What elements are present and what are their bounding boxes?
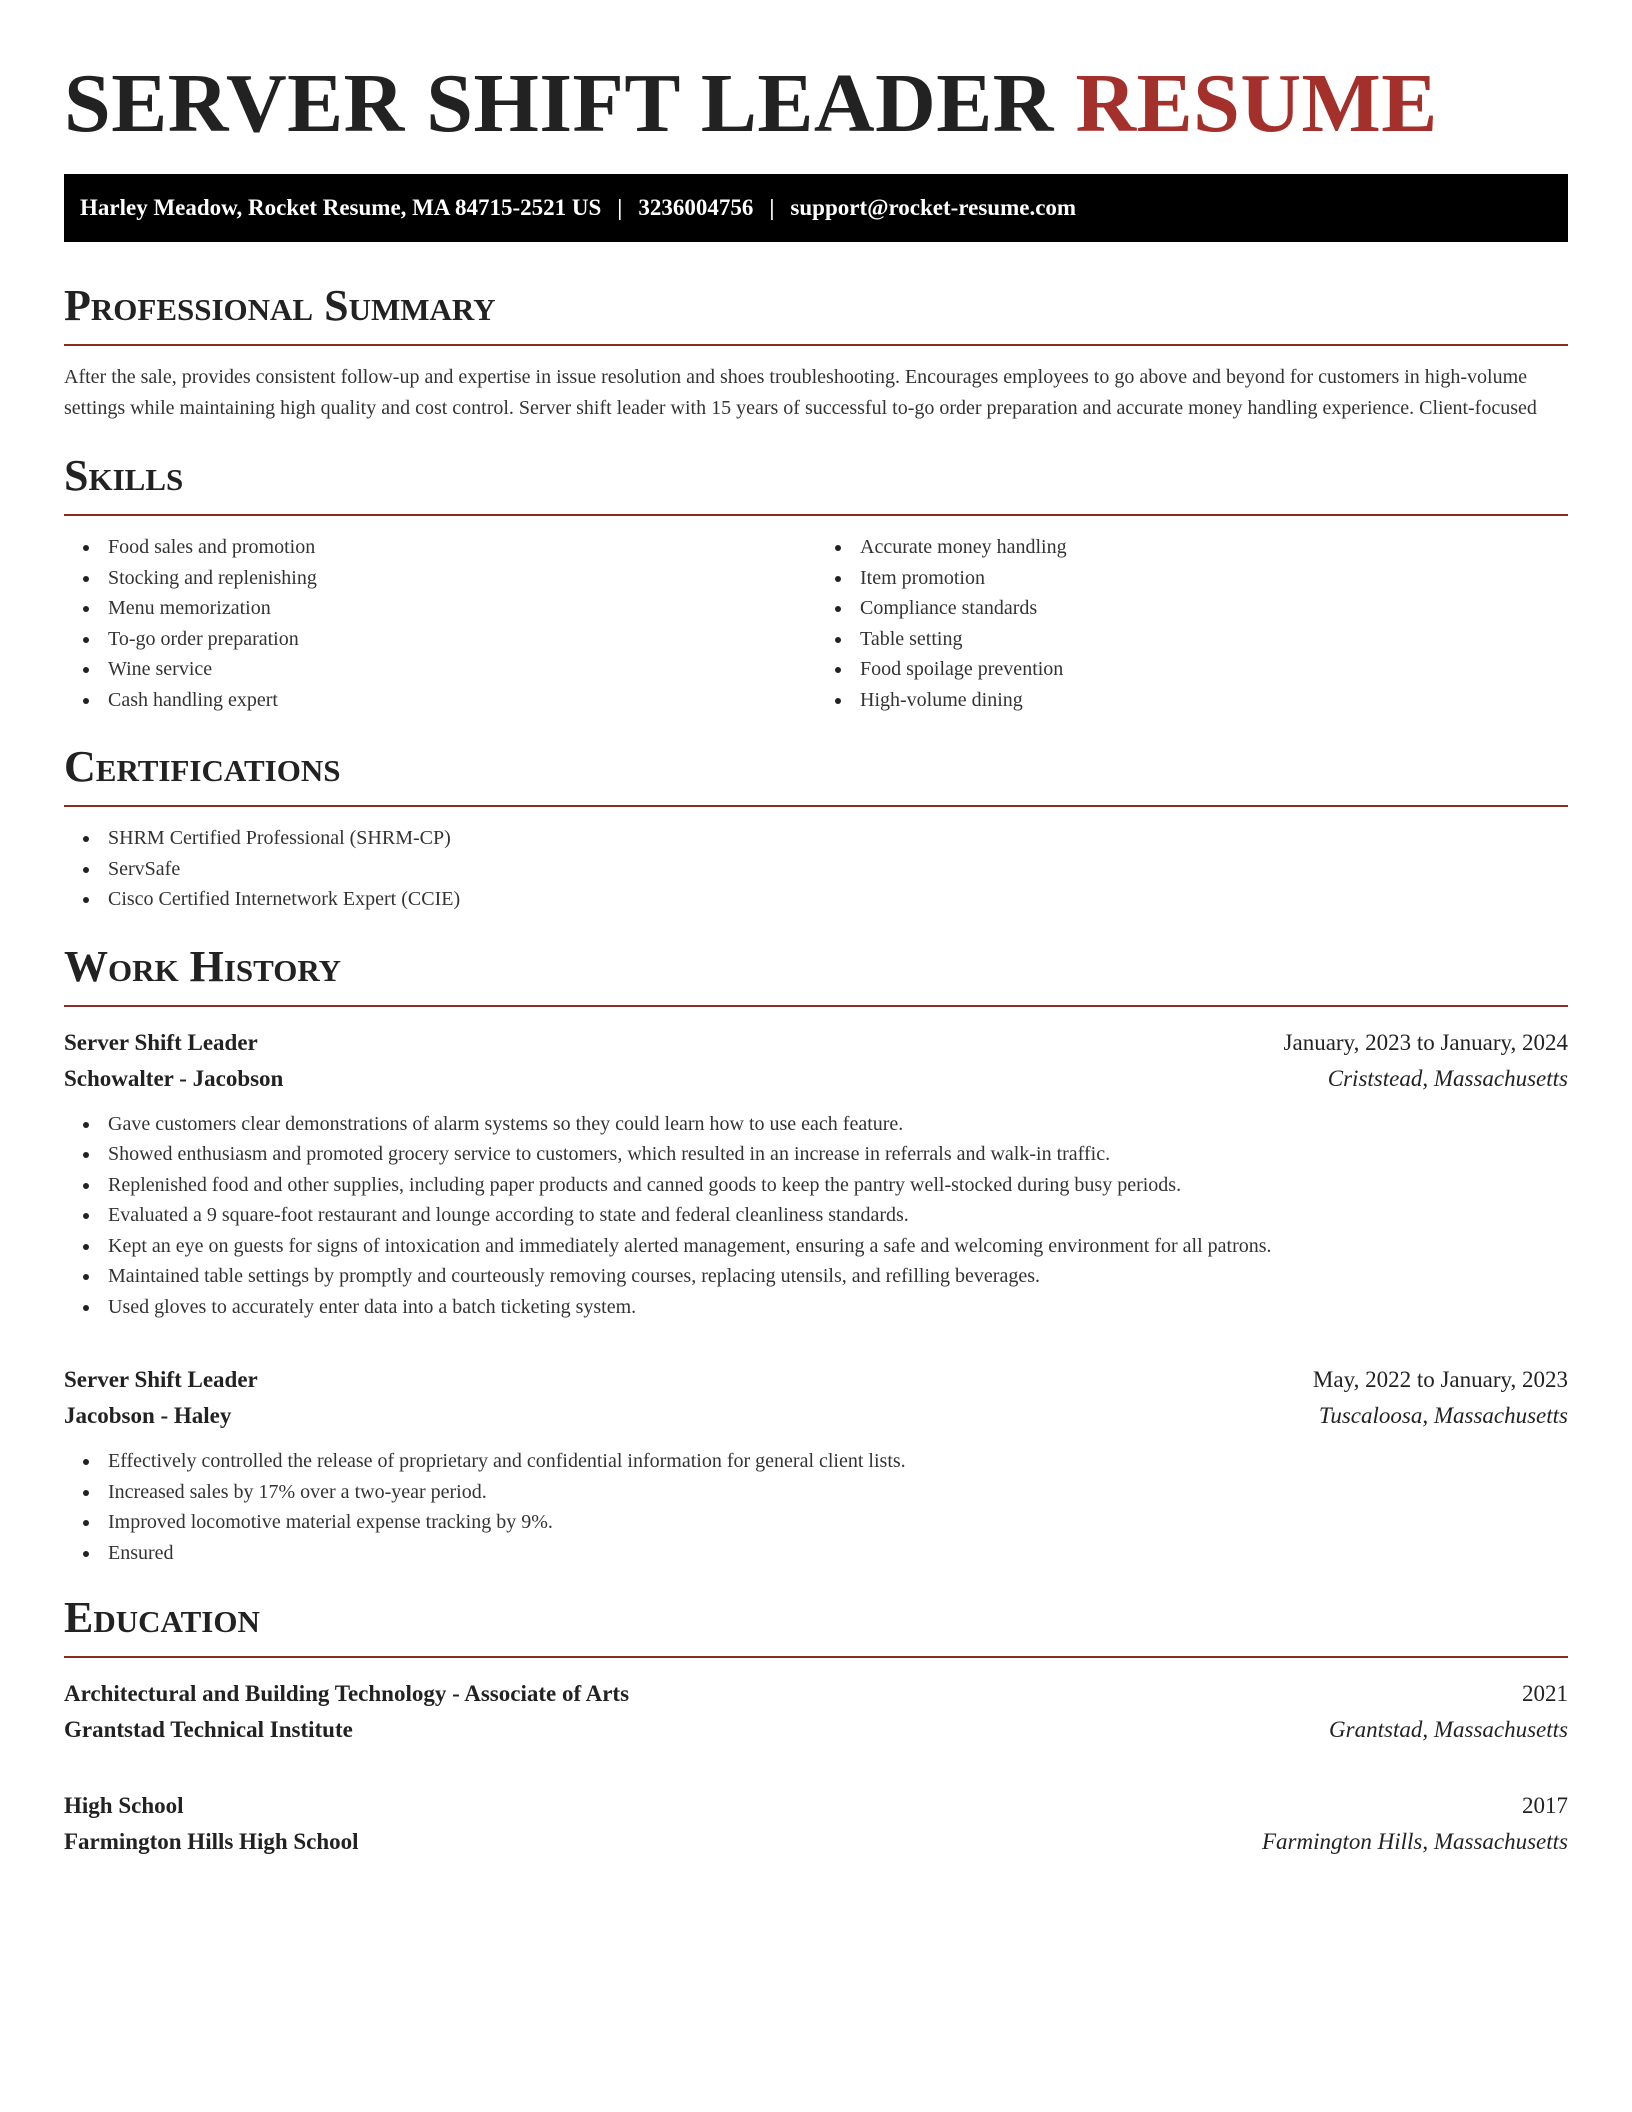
job-company: Schowalter - Jacobson bbox=[64, 1065, 284, 1091]
education-degree-row bbox=[64, 1676, 1568, 1712]
education-entry bbox=[64, 1788, 1568, 1860]
education-location: Farmington Hills, Massachusetts bbox=[1261, 1829, 1568, 1854]
education-year: 2021 bbox=[1522, 1681, 1568, 1706]
job-entry bbox=[64, 1362, 1568, 1568]
contact-address: Harley Meadow, Rocket Resume, MA 84715-2521 US bbox=[80, 195, 602, 220]
certifications-list bbox=[64, 823, 1568, 915]
job-title: Server Shift Leader bbox=[64, 1367, 258, 1392]
skill-item: Table setting bbox=[816, 624, 1568, 655]
contact-bar bbox=[64, 174, 1568, 242]
job-location: Criststead, Massachusetts bbox=[1327, 1065, 1568, 1091]
education-degree: High School bbox=[64, 1793, 184, 1818]
skill-item: Stocking and replenishing bbox=[64, 563, 816, 594]
skill-item: Food spoilage prevention bbox=[816, 654, 1568, 685]
job-dates: May, 2022 to January, 2023 bbox=[1312, 1367, 1568, 1392]
job-bullet: Gave customers clear demonstrations of alarm systems so they could learn how to use each feature. bbox=[64, 1109, 1568, 1140]
title-accent: RESUME bbox=[1075, 57, 1438, 150]
work-history-section bbox=[64, 941, 1568, 1569]
skills-list-left bbox=[64, 532, 816, 715]
summary-heading: Professional Summary bbox=[64, 280, 1568, 346]
job-bullets bbox=[64, 1109, 1568, 1323]
job-bullet: Kept an eye on guests for signs of intoxication and immediately alerted management, ensuring a safe and welcoming environment for all patrons. bbox=[64, 1231, 1568, 1262]
title-main: SERVER SHIFT LEADER bbox=[64, 57, 1054, 150]
skill-item: Wine service bbox=[64, 654, 816, 685]
contact-email: support@rocket-resume.com bbox=[790, 195, 1077, 220]
job-bullet: Showed enthusiasm and promoted grocery service to customers, which resulted in an increase in referrals and walk-in traffic. bbox=[64, 1139, 1568, 1170]
skills-list-right bbox=[816, 532, 1568, 715]
work-history-heading: Work History bbox=[64, 941, 1568, 1007]
job-bullets bbox=[64, 1446, 1568, 1568]
skills-heading: Skills bbox=[64, 450, 1568, 516]
skill-item: To-go order preparation bbox=[64, 624, 816, 655]
job-entry bbox=[64, 1025, 1568, 1323]
job-bullet: Evaluated a 9 square-foot restaurant and lounge according to state and federal cleanliness standards. bbox=[64, 1200, 1568, 1231]
education-degree-row bbox=[64, 1788, 1568, 1824]
job-bullet: Ensured bbox=[64, 1538, 1568, 1569]
job-bullet: Used gloves to accurately enter data into a batch ticketing system. bbox=[64, 1292, 1568, 1323]
job-title-row bbox=[64, 1362, 1568, 1398]
job-location: Tuscaloosa, Massachusetts bbox=[1318, 1403, 1568, 1428]
resume-title bbox=[64, 0, 1568, 154]
certifications-section bbox=[64, 741, 1568, 915]
skill-item: Food sales and promotion bbox=[64, 532, 816, 563]
job-company: Jacobson - Haley bbox=[64, 1403, 232, 1428]
job-company-row bbox=[64, 1061, 1568, 1097]
summary-section bbox=[64, 280, 1568, 424]
skills-section bbox=[64, 450, 1568, 715]
education-degree: Architectural and Building Technology - Associate of Arts bbox=[64, 1681, 630, 1706]
education-section bbox=[64, 1592, 1568, 1860]
education-location: Grantstad, Massachusetts bbox=[1329, 1717, 1568, 1742]
education-heading: Education bbox=[64, 1592, 1568, 1658]
education-school: Farmington Hills High School bbox=[64, 1829, 359, 1854]
job-bullet: Effectively controlled the release of proprietary and confidential information for general client lists. bbox=[64, 1446, 1568, 1477]
skill-item: Item promotion bbox=[816, 563, 1568, 594]
job-bullet: Maintained table settings by promptly and courteously removing courses, replacing utensils, and refilling beverages. bbox=[64, 1261, 1568, 1292]
skill-item: Menu memorization bbox=[64, 593, 816, 624]
skills-grid bbox=[64, 532, 1568, 715]
job-dates: January, 2023 to January, 2024 bbox=[1283, 1029, 1568, 1055]
education-school: Grantstad Technical Institute bbox=[64, 1717, 353, 1742]
job-bullet: Improved locomotive material expense tracking by 9%. bbox=[64, 1507, 1568, 1538]
job-company-row bbox=[64, 1398, 1568, 1434]
education-entry bbox=[64, 1676, 1568, 1748]
skill-item: Compliance standards bbox=[816, 593, 1568, 624]
job-bullet: Increased sales by 17% over a two-year period. bbox=[64, 1477, 1568, 1508]
job-bullet: Replenished food and other supplies, including paper products and canned goods to keep the pantry well-stocked during busy periods. bbox=[64, 1170, 1568, 1201]
contact-phone: 3236004756 bbox=[638, 195, 754, 220]
summary-text: After the sale, provides consistent follow-up and expertise in issue resolution and shoes troubleshooting. Encourages employees to go above and beyond for customers in high-volume settings while maintaining high quality and cost control. Server shift leader with 15 years of successful to-go order preparation and accurate money handling experience. Client-focused bbox=[64, 366, 1537, 419]
education-school-row bbox=[64, 1712, 1568, 1748]
certification-item: Cisco Certified Internetwork Expert (CCIE) bbox=[64, 884, 1568, 915]
skill-item: High-volume dining bbox=[816, 685, 1568, 716]
skill-item: Accurate money handling bbox=[816, 532, 1568, 563]
certifications-heading: Certifications bbox=[64, 741, 1568, 807]
job-title-row bbox=[64, 1025, 1568, 1061]
skill-item: Cash handling expert bbox=[64, 685, 816, 716]
certification-item: ServSafe bbox=[64, 854, 1568, 885]
certification-item: SHRM Certified Professional (SHRM-CP) bbox=[64, 823, 1568, 854]
job-title: Server Shift Leader bbox=[64, 1029, 258, 1055]
education-year: 2017 bbox=[1522, 1793, 1568, 1818]
contact-separator: | bbox=[769, 195, 775, 220]
contact-separator: | bbox=[617, 195, 623, 220]
education-school-row bbox=[64, 1824, 1568, 1860]
